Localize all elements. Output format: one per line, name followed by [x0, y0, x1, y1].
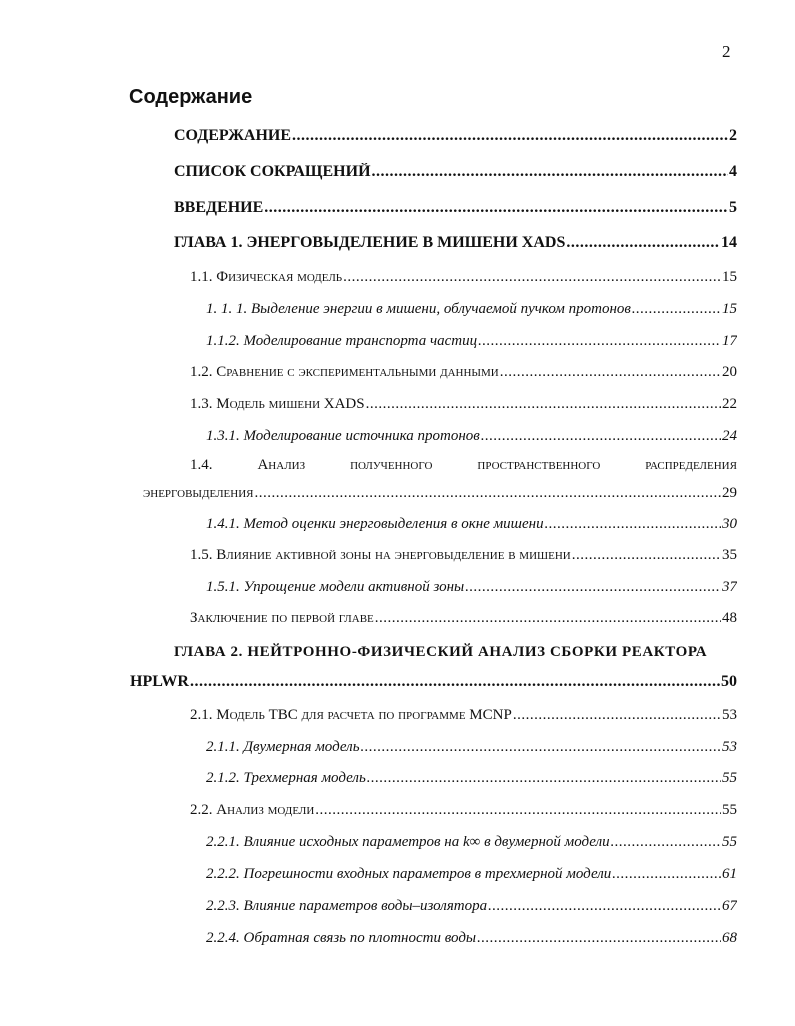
- toc-entry-1-5[interactable]: 1.5. Влияние активной зоны на энерговыделение в мишени ..... 35: [190, 547, 737, 564]
- toc-heading: Содержание: [129, 86, 253, 108]
- toc-entry-abbreviations[interactable]: СПИСОК СОКРАЩЕНИЙ ..... 4: [174, 163, 737, 181]
- toc-entry-1-5-1[interactable]: 1.5.1. Упрощение модели активной зоны ..... 37: [206, 579, 737, 596]
- toc-entry-1-4-line1[interactable]: 1.4. Анализ полученного пространственного распределения: [190, 457, 737, 473]
- toc-entry-1-4-line2[interactable]: энерговыделения ..... 29: [143, 485, 737, 502]
- toc-entry-introduction[interactable]: ВВЕДЕНИЕ ..... 5: [174, 199, 737, 217]
- toc-entry-1-3-1[interactable]: 1.3.1. Моделирование источника протонов ..... 24: [206, 428, 737, 445]
- toc-entry-2-1-1[interactable]: 2.1.1. Двумерная модель ..... 53: [206, 739, 737, 756]
- toc-entry-2-2-4[interactable]: 2.2.4. Обратная связь по плотности воды ..... 68: [206, 930, 737, 947]
- toc-entry-chapter-2-line2[interactable]: HPLWR ..... 50: [130, 673, 737, 691]
- toc-entry-1-2[interactable]: 1.2. Сравнение с экспериментальными данными ..... 20: [190, 364, 737, 381]
- toc-entry-2-1[interactable]: 2.1. Модель ТВС для расчета по программе MCNP ..... 53: [190, 707, 737, 724]
- toc-entry-2-1-2[interactable]: 2.1.2. Трехмерная модель ..... 55: [206, 770, 737, 787]
- toc-entry-1-3[interactable]: 1.3. Модель мишени XADS ..... 22: [190, 396, 737, 413]
- page-number: 2: [722, 42, 731, 61]
- toc-entry-1-1[interactable]: 1.1. Физическая модель ..... 15: [190, 269, 737, 286]
- toc-entry-contents[interactable]: СОДЕРЖАНИЕ ..... 2: [174, 127, 737, 145]
- toc-entry-2-2-2[interactable]: 2.2.2. Погрешности входных параметров в трехмерной модели ..... 61: [206, 866, 737, 883]
- toc-entry-conclusion-1[interactable]: Заключение по первой главе ..... 48: [190, 610, 737, 627]
- toc-entry-2-2-3[interactable]: 2.2.3. Влияние параметров воды–изолятора ..... 67: [206, 898, 737, 915]
- toc-entry-1-4-1[interactable]: 1.4.1. Метод оценки энерговыделения в окне мишени ..... 30: [206, 516, 737, 533]
- toc-entry-1-1-2[interactable]: 1.1.2. Моделирование транспорта частиц ..... 17: [206, 333, 737, 350]
- toc-entry-2-2-1[interactable]: 2.2.1. Влияние исходных параметров на k∞ в двумерной модели ..... 55: [206, 834, 737, 851]
- toc-entry-2-2[interactable]: 2.2. Анализ модели ..... 55: [190, 802, 737, 819]
- toc-entry-1-1-1[interactable]: 1. 1. 1. Выделение энергии в мишени, облучаемой пучком протонов ..... 15: [206, 301, 737, 318]
- toc-entry-chapter-2-line1[interactable]: ГЛАВА 2. НЕЙТРОННО-ФИЗИЧЕСКИЙ АНАЛИЗ СБОРКИ РЕАКТОРА: [174, 644, 708, 660]
- toc-entry-chapter-1[interactable]: ГЛАВА 1. ЭНЕРГОВЫДЕЛЕНИЕ В МИШЕНИ XADS ..... 14: [174, 234, 737, 252]
